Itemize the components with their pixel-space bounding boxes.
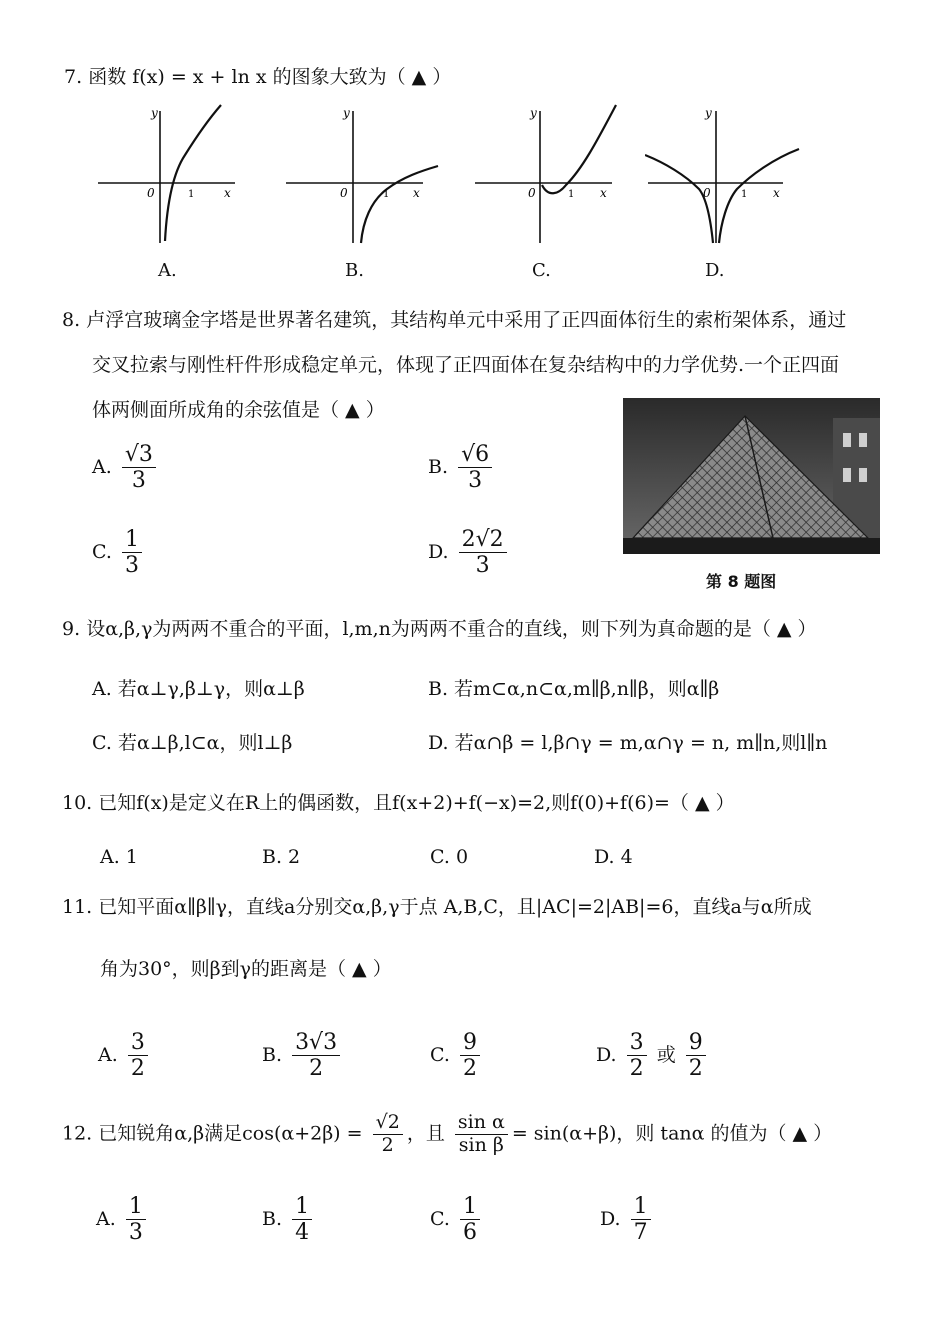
fraction-2	[686, 1030, 706, 1082]
q7-graph-d	[645, 103, 805, 253]
denominator: 2	[309, 1056, 324, 1082]
q7-option-d: D.	[705, 260, 725, 281]
q12-text-pre: 已知锐角α,β满足cos(α+2β) =	[98, 1122, 363, 1145]
numerator: √2	[373, 1112, 403, 1135]
denominator: 3	[124, 553, 139, 579]
q11-stem-line1	[62, 892, 812, 919]
option-label: B.	[262, 1207, 283, 1230]
option-label: D.	[428, 540, 449, 563]
numerator: √3	[122, 442, 156, 468]
fraction	[460, 1194, 480, 1246]
fraction	[122, 442, 156, 494]
fraction	[128, 1030, 148, 1082]
q10-option-c: C. 0	[430, 846, 469, 868]
numerator: 3	[627, 1030, 647, 1056]
x-label: x	[413, 186, 420, 200]
option-label: C.	[430, 1043, 450, 1066]
q9-option-a: A. 若α⊥γ,β⊥γ，则α⊥β	[92, 678, 305, 700]
q9-text: 设α,β,γ为两两不重合的平面，l,m,n为两两不重合的直线，则下列为真命题的是（ ▲ ）	[86, 618, 817, 640]
q9-stem	[62, 614, 817, 641]
denominator: 2	[381, 1133, 394, 1156]
q11-option-b	[262, 1030, 344, 1082]
fraction	[122, 527, 142, 579]
numerator: 1	[126, 1194, 146, 1220]
fraction	[460, 1030, 480, 1082]
q7-graph-b	[283, 103, 443, 253]
y-label: y	[343, 106, 350, 120]
q10-option-a: A. 1	[100, 846, 138, 868]
x-label: x	[600, 186, 607, 200]
denominator: 3	[128, 1220, 143, 1246]
denominator: 2	[462, 1056, 477, 1082]
numerator: 9	[460, 1030, 480, 1056]
option-label: C.	[430, 1207, 450, 1230]
q12-option-c	[430, 1194, 484, 1246]
q11-text-1: 已知平面α∥β∥γ，直线a分别交α,β,γ于点 A,B,C，且|AC|=2|AB|=6，直线a与α所成	[98, 896, 812, 918]
denominator: 2	[629, 1056, 644, 1082]
q7-graph-a	[95, 103, 240, 253]
origin-label: 0	[340, 186, 348, 200]
denominator: 2	[130, 1056, 145, 1082]
one-label: 1	[568, 189, 575, 200]
q12-option-d	[600, 1194, 655, 1246]
origin-label: 0	[703, 186, 711, 200]
denominator: 3	[131, 468, 146, 494]
q12-fraction-1	[373, 1112, 403, 1157]
numerator: sin α	[455, 1112, 508, 1135]
q7-option-a: A.	[158, 260, 177, 281]
numerator: 1	[631, 1194, 651, 1220]
option-label: D.	[596, 1043, 617, 1066]
q12-stem	[62, 1112, 832, 1157]
option-label: A.	[92, 455, 112, 478]
figure-caption: 第 8 题图	[706, 572, 777, 591]
denominator: 3	[475, 553, 490, 579]
q8-number: 8.	[62, 309, 81, 331]
curve	[165, 105, 221, 241]
option-label: B.	[428, 455, 449, 478]
q8-stem-line1	[62, 305, 846, 332]
fraction	[459, 527, 507, 579]
q12-text-post: = sin(α+β)，则 tanα 的值为（ ▲ ）	[511, 1122, 833, 1145]
q12-option-b	[262, 1194, 316, 1246]
q9-number: 9.	[62, 618, 81, 640]
numerator: 9	[686, 1030, 706, 1056]
q7-stem	[64, 62, 451, 89]
one-label: 1	[741, 189, 748, 200]
q10-stem	[62, 788, 735, 815]
q9-option-d: D. 若α∩β = l,β∩γ = m,α∩γ = n, m∥n,则l∥n	[428, 732, 828, 754]
q11-stem-line2: 角为30°，则β到γ的距离是（ ▲ ）	[100, 958, 392, 980]
q8-option-a	[92, 442, 160, 494]
origin-label: 0	[147, 186, 155, 200]
q12-fraction-2	[455, 1112, 508, 1157]
curve-right	[719, 149, 799, 243]
q8-option-c	[92, 527, 146, 579]
q10-text: 已知f(x)是定义在R上的偶函数，且f(x+2)+f(−x)=2,则f(0)+f(6)=（ ▲ ）	[98, 792, 735, 814]
q11-option-a	[98, 1030, 152, 1082]
numerator: 3√3	[292, 1030, 340, 1056]
q11-option-d	[596, 1030, 710, 1082]
numerator: 3	[128, 1030, 148, 1056]
x-label: x	[773, 186, 780, 200]
photo-ground	[623, 538, 880, 554]
q10-number: 10.	[62, 792, 93, 814]
y-label: y	[151, 106, 158, 120]
q8-option-b	[428, 442, 496, 494]
y-label: y	[705, 106, 712, 120]
q7-option-b: B.	[345, 260, 364, 281]
fraction	[126, 1194, 146, 1246]
q9-option-b: B. 若m⊂α,n⊂α,m∥β,n∥β，则α∥β	[428, 678, 720, 700]
numerator: 1	[292, 1194, 312, 1220]
q7-option-c: C.	[532, 260, 551, 281]
numerator: 1	[122, 527, 142, 553]
one-label: 1	[383, 189, 390, 200]
option-label: D.	[600, 1207, 621, 1230]
denominator: sin β	[458, 1133, 504, 1156]
denominator: 3	[468, 468, 483, 494]
q12-text-mid: ，且	[406, 1122, 445, 1145]
numerator: 2√2	[459, 527, 507, 553]
q9-option-c: C. 若α⊥β,l⊂α，则l⊥β	[92, 732, 293, 754]
q12-option-a	[96, 1194, 150, 1246]
option-label: A.	[98, 1043, 118, 1066]
q7-graph-c	[472, 103, 622, 253]
numerator: √6	[458, 442, 492, 468]
q8-stem-line2: 交叉拉索与刚性杆件形成稳定单元，体现了正四面体在复杂结构中的力学优势.一个正四面	[92, 354, 840, 376]
denominator: 7	[633, 1220, 648, 1246]
or-word: 或	[656, 1043, 676, 1066]
option-label: B.	[262, 1043, 283, 1066]
fraction	[631, 1194, 651, 1246]
q10-option-b: B. 2	[262, 846, 301, 868]
denominator: 4	[295, 1220, 310, 1246]
option-label: A.	[96, 1207, 116, 1230]
fraction	[292, 1194, 312, 1246]
y-label: y	[530, 106, 537, 120]
fraction	[627, 1030, 647, 1082]
x-label: x	[224, 186, 231, 200]
q11-number: 11.	[62, 896, 93, 918]
fraction	[458, 442, 492, 494]
q10-option-d: D. 4	[594, 846, 633, 868]
one-label: 1	[188, 189, 195, 200]
q8-text-1: 卢浮宫玻璃金字塔是世界著名建筑，其结构单元中采用了正四面体衍生的索桁架体系，通过	[86, 309, 847, 331]
q8-option-d	[428, 527, 511, 579]
option-label: C.	[92, 540, 112, 563]
q8-stem-line3: 体两侧面所成角的余弦值是（ ▲ ）	[92, 399, 385, 421]
origin-label: 0	[528, 186, 536, 200]
denominator: 2	[688, 1056, 703, 1082]
q7-text: 函数 f(x) = x + ln x 的图象大致为（ ▲ ）	[88, 66, 452, 88]
louvre-pyramid-photo	[623, 398, 880, 554]
denominator: 6	[462, 1220, 477, 1246]
q11-option-c	[430, 1030, 484, 1082]
numerator: 1	[460, 1194, 480, 1220]
q12-number: 12.	[62, 1122, 93, 1145]
curve	[361, 166, 438, 243]
q7-number: 7.	[64, 66, 83, 88]
fraction	[292, 1030, 340, 1082]
curve	[542, 105, 616, 193]
